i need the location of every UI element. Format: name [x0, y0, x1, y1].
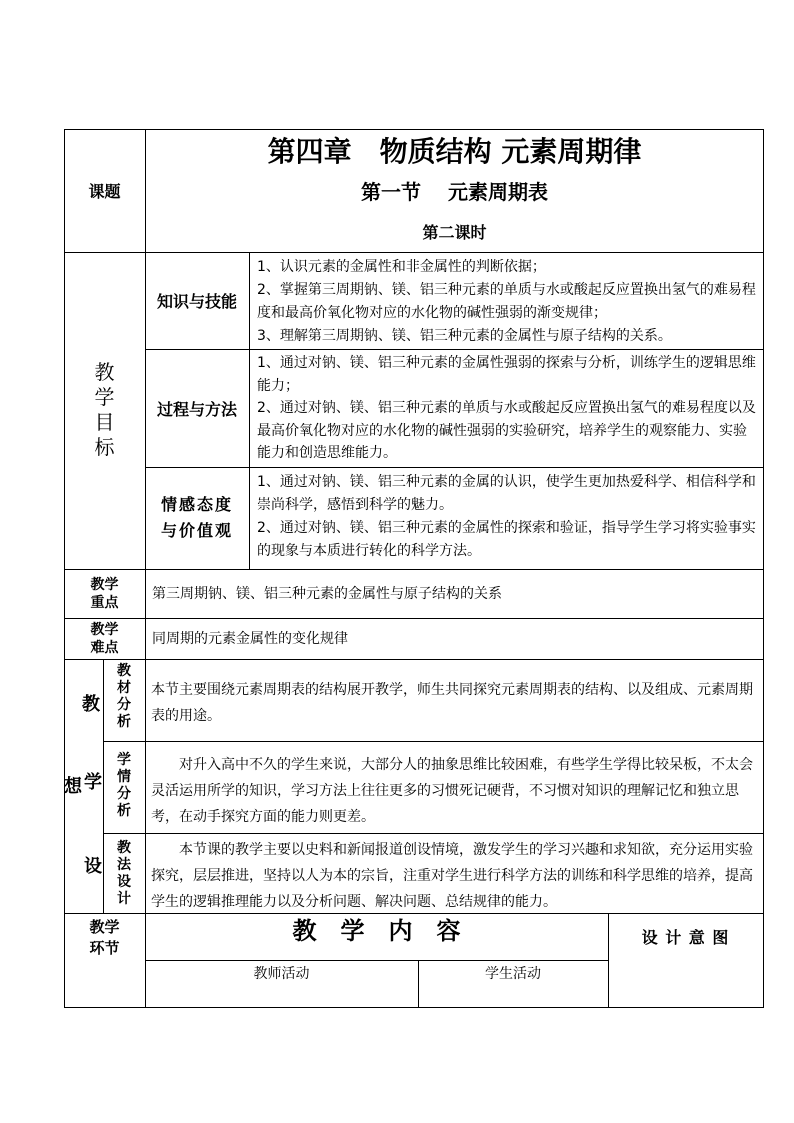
- key-point-label: [64, 569, 145, 618]
- design-label-char: 析: [117, 714, 131, 730]
- design-method-text: 本节课的教学主要以史料和新闻报道创设情境，激发学生的学习兴趣和求知欲，充分运用实验探究，层层推进，坚持以人为本的宗旨，注重对学生进行科学方法的训练和科学思维的培养，提高学生的逻辑推理能力以及分析问题、解决问题、总结规律的能力。: [151, 842, 753, 910]
- objective-knowledge-content: [257, 256, 759, 348]
- key-point-label-line: 教学: [90, 576, 119, 593]
- objectives-label-char: 学: [94, 385, 115, 409]
- design-student-label: [103, 752, 145, 830]
- col-divider: [145, 659, 146, 913]
- design-material-label: [103, 663, 145, 739]
- design-outer-char: 想: [64, 776, 82, 797]
- design-label-char: 情: [117, 769, 131, 785]
- student-activity-header: 学生活动: [485, 966, 541, 982]
- objective-process-label: 过程与方法: [156, 399, 237, 419]
- design-label-char: 教: [117, 663, 131, 679]
- objectives-label: [64, 360, 145, 460]
- teacher-activity-header: 教师活动: [253, 966, 310, 982]
- design-material-text: 本节主要围绕元素周期表的结构展开教学，师生共同探究元素周期表的结构、以及组成、元素周期表的用途。: [151, 682, 753, 724]
- objective-values-label: [145, 467, 249, 569]
- design-label-char: 教: [117, 840, 131, 856]
- objective-process-content: [257, 352, 759, 466]
- row-divider: [103, 833, 764, 834]
- col-divider: [145, 569, 146, 659]
- objective-values-content: [257, 471, 759, 568]
- design-label-char: 法: [117, 857, 131, 873]
- objectives-label-char: 教: [94, 360, 115, 384]
- objective-line: 2、通过对钠、镁、铝三种元素的金属性的探索和验证，指导学生学习将实验事实的现象与本质进行转化的科学方法。: [257, 520, 756, 559]
- design-outer-char: 设: [84, 856, 102, 877]
- objective-line: 1、通过对钠、镁、铝三种元素的金属的认识，使学生更加热爱科学、相信科学和崇尚科学，感悟到科学的魅力。: [257, 474, 756, 513]
- design-label-char: 材: [117, 680, 131, 696]
- design-label-char: 分: [117, 697, 131, 713]
- design-label-char: 设: [117, 874, 131, 890]
- col-divider: [249, 252, 250, 569]
- design-method-label: [103, 840, 145, 910]
- chapter-title: 第四章 物质结构 元素周期律: [267, 135, 642, 168]
- design-label-char: 学: [117, 752, 131, 768]
- lesson-title: 第二课时: [422, 222, 487, 242]
- objective-knowledge-label: 知识与技能: [156, 292, 237, 311]
- objective-line: 2、掌握第三周期钠、镁、铝三种元素的单质与水或酸起反应置换出氢气的难易程度和最高价氧化物对应的水化物的碱性强弱的渐变规律；: [257, 282, 756, 321]
- table-border-bottom: [64, 1007, 764, 1008]
- objective-line: 3、理解第三周期钠、镁、铝三种元素的金属性与原子结构的关系。: [257, 328, 672, 344]
- process-design-header: 设 计 意 图: [641, 928, 730, 947]
- key-point-label-line: 重点: [90, 594, 119, 611]
- objective-line: 1、通过对钠、镁、铝三种元素的金属性强弱的探索与分析，训练学生的逻辑思维能力；: [257, 355, 756, 394]
- objectives-label-char: 标: [94, 435, 115, 459]
- difficulty-label-line: 难点: [90, 639, 119, 656]
- design-outer-char: 教: [82, 694, 100, 715]
- process-label: [64, 913, 145, 963]
- process-label-line: 教学: [89, 918, 120, 936]
- design-outer-char: 学: [84, 772, 102, 793]
- process-content-header: 教 学 内 容: [292, 915, 461, 945]
- difficulty-label: [64, 618, 145, 659]
- difficulty-label-line: 教学: [90, 621, 119, 638]
- objective-values-label-line: 情感态度: [160, 495, 233, 514]
- key-point-text: 第三周期钠、镁、铝三种元素的金属性与原子结构的关系: [152, 585, 502, 602]
- process-label-line: 环节: [89, 939, 120, 957]
- objective-line: 2、通过对钠、镁、铝三种元素的单质与水或酸起反应置换出氢气的难易程度以及最高价氧化物对应的水化物的碱性强弱的实验研究，培养学生的观察能力、实验能力和创造思维能力。: [257, 400, 756, 461]
- difficulty-text: 同周期的元素金属性的变化规律: [152, 630, 348, 647]
- design-student-text: 对升入高中不久的学生来说，大部分人的抽象思维比较困难，有些学生学得比较呆板，不太会灵活运用所学的知识，学习方法上往往更多的习惯死记硬背，不习惯对知识的理解记忆和独立思考，在动手探究方面的能力则更差。: [151, 757, 753, 825]
- section-title: 第一节 元素周期表: [361, 179, 548, 204]
- row-divider: [64, 659, 764, 660]
- objective-line: 1、认识元素的金属性和非金属性的判断依据；: [257, 259, 546, 275]
- design-label-char: 计: [117, 891, 131, 907]
- topic-label: 课题: [88, 182, 121, 201]
- design-label-char: 析: [117, 803, 131, 819]
- objectives-label-char: 目: [94, 410, 115, 434]
- design-label-char: 分: [117, 786, 131, 802]
- objective-values-label-line: 与价值观: [160, 521, 233, 540]
- row-divider: [103, 741, 764, 742]
